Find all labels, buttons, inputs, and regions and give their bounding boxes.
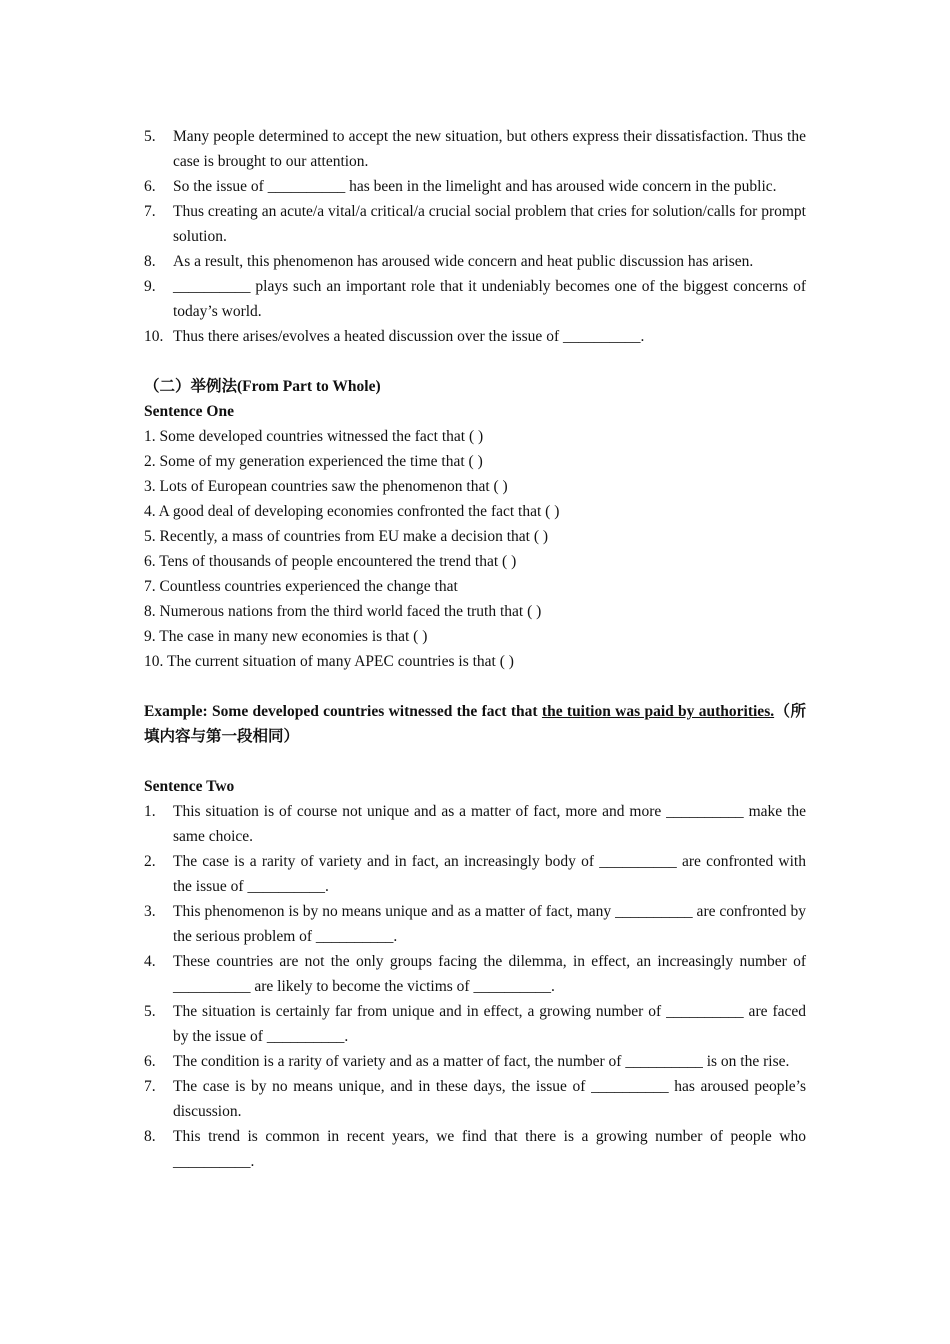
sentence-one-heading: Sentence One [144, 403, 234, 420]
sentence-two-heading: Sentence Two [144, 778, 235, 795]
example-paragraph [144, 699, 806, 749]
list-item: 7. Countless countries experienced the change that [144, 578, 458, 595]
blank-line [144, 349, 806, 374]
list-item: 9. The case in many new economies is that ( ) [144, 628, 428, 645]
sentence-one-list [144, 424, 806, 674]
list-item: 5. Many people determined to accept the new situation, but others express their dissatisfaction. Thus the case is brought to our attention. [144, 128, 806, 170]
list-item: 10. The current situation of many APEC countries is that ( ) [144, 653, 514, 670]
example-lead: Example: Some developed countries witnessed the fact that [144, 703, 542, 720]
example-answer: the tuition was paid by authorities. [541, 703, 775, 720]
list-item: 5. Recently, a mass of countries from EU make a decision that ( ) [144, 528, 549, 545]
list-item: 8. Numerous nations from the third world faced the truth that ( ) [144, 603, 542, 620]
list-item: 6. So the issue of __________ has been in the limelight and has aroused wide concern in the public. [144, 178, 777, 195]
blank-line [144, 749, 806, 774]
blank-line [144, 674, 806, 699]
list-item: 1. Some developed countries witnessed the fact that ( ) [144, 428, 484, 445]
list-item: 8. As a result, this phenomenon has aroused wide concern and heat public discussion has arisen. [144, 253, 754, 270]
list-item: 10. Thus there arises/evolves a heated discussion over the issue of __________. [144, 328, 645, 345]
list-item: 1. This situation is of course not unique and as a matter of fact, more and more __________ make the same choice. [144, 803, 806, 845]
list-item: 7. The case is by no means unique, and in these days, the issue of __________ has aroused people’s discussion. [144, 1078, 806, 1120]
list-item: 3. Lots of European countries saw the phenomenon that ( ) [144, 478, 508, 495]
example-note: （所填内容与第一段相同） [144, 703, 806, 745]
list-item: 9. __________ plays such an important role that it undeniably becomes one of the biggest concerns of today’s world. [144, 278, 806, 320]
list-item: 4. These countries are not the only groups facing the dilemma, in effect, an increasingly number of __________ are likely to become the victims of __________. [144, 953, 806, 995]
list-item: 2. Some of my generation experienced the time that ( ) [144, 453, 483, 470]
numbered-list-a [144, 124, 806, 349]
sentence-two-list [144, 799, 806, 1174]
list-item: 6. The condition is a rarity of variety and as a matter of fact, the number of __________ is on the rise. [144, 1053, 790, 1070]
list-item: 7. Thus creating an acute/a vital/a critical/a crucial social problem that cries for solution/calls for prompt solution. [144, 203, 806, 245]
list-item: 4. A good deal of developing economies confronted the fact that ( ) [144, 503, 560, 520]
list-item: 8. This trend is common in recent years, we find that there is a growing number of people who __________. [144, 1128, 806, 1170]
section-heading: （二）举例法(From Part to Whole) [144, 378, 381, 395]
list-item: 2. The case is a rarity of variety and in fact, an increasingly body of __________ are confronted with the issue of __________. [144, 853, 806, 895]
list-item: 3. This phenomenon is by no means unique and as a matter of fact, many __________ are confronted by the serious problem of __________. [144, 903, 806, 945]
list-item: 6. Tens of thousands of people encountered the trend that ( ) [144, 553, 517, 570]
list-item: 5. The situation is certainly far from unique and in effect, a growing number of __________ are faced by the issue of __________. [144, 1003, 806, 1045]
document-page [144, 124, 806, 1174]
